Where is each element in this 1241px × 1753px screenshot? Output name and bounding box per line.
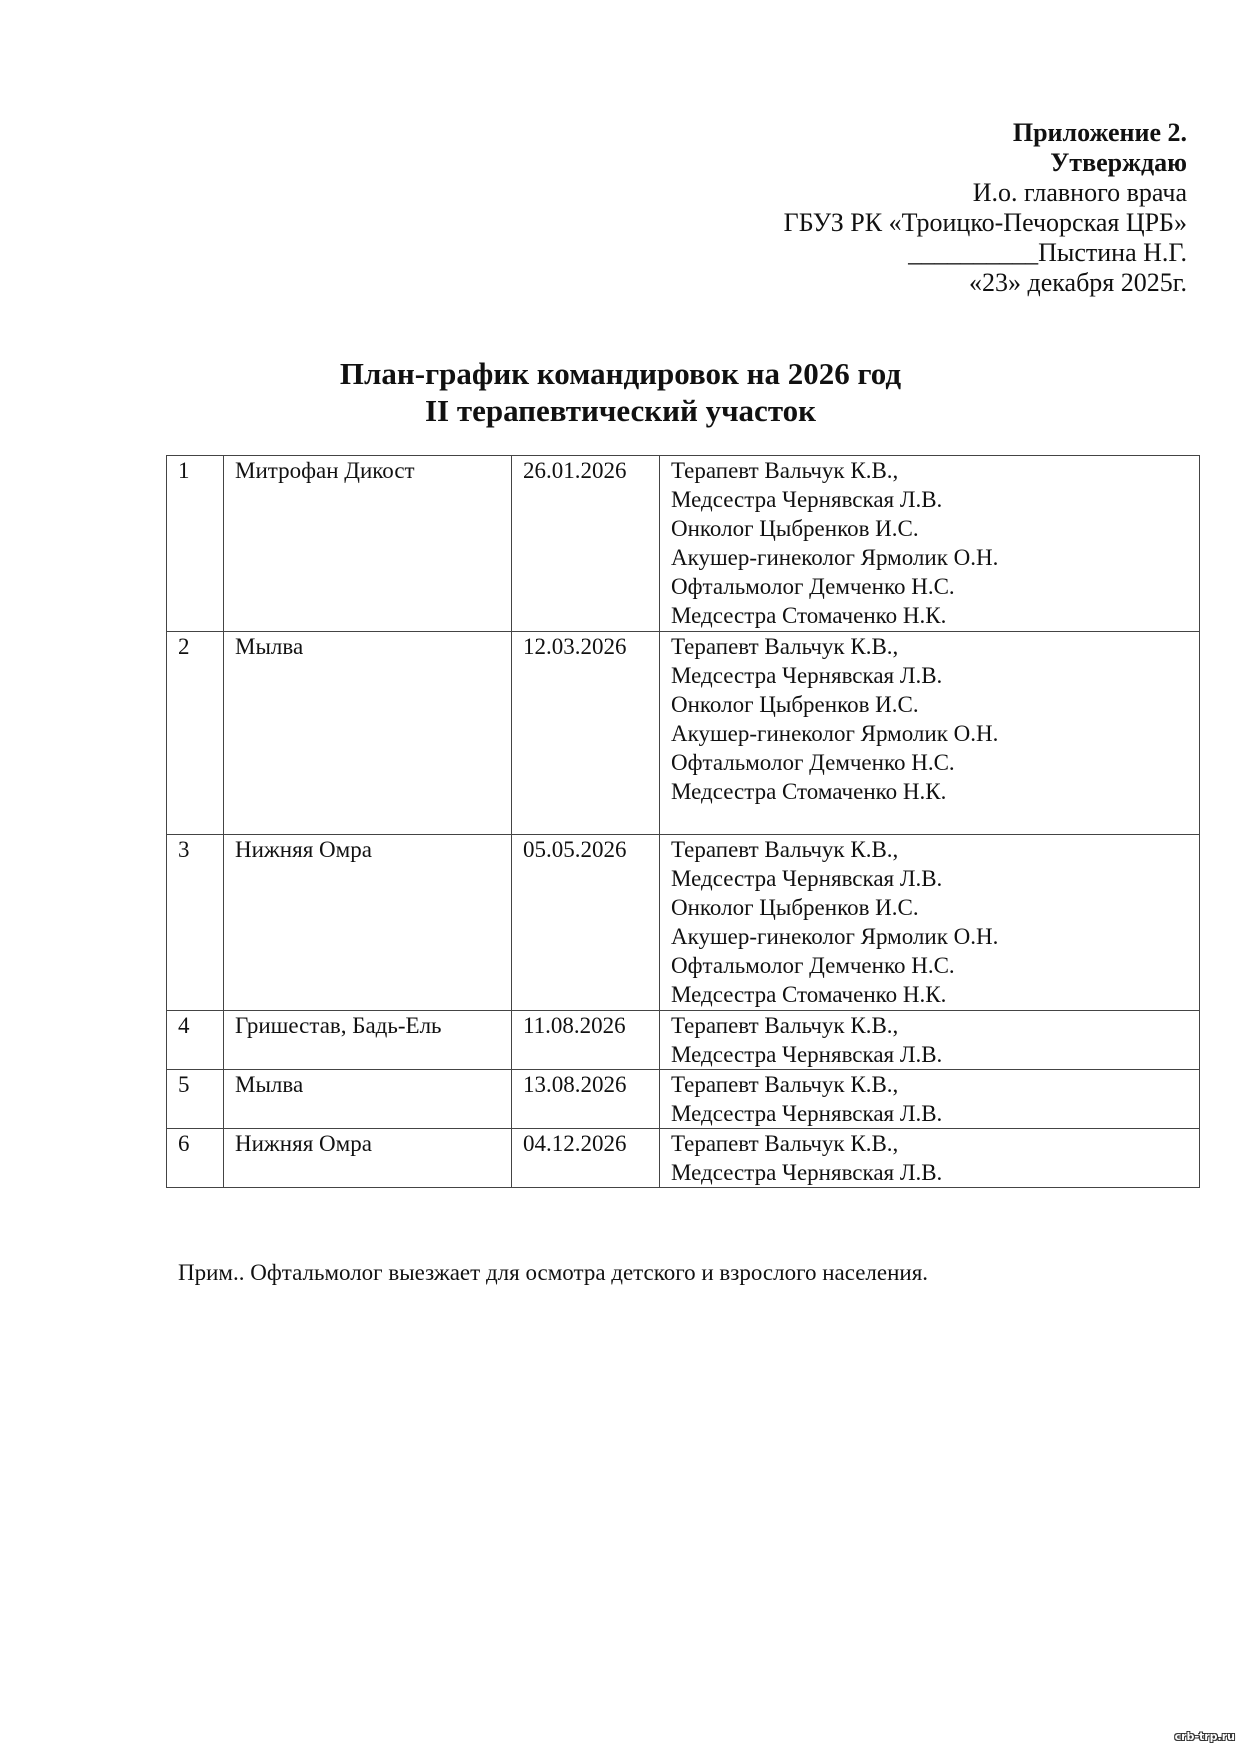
row-staff	[660, 1011, 1200, 1070]
row-staff	[660, 835, 1200, 1011]
table-row	[167, 1129, 1200, 1188]
row-date: 13.08.2026	[512, 1070, 660, 1129]
staff-member: Терапевт Вальчук К.В.,	[671, 1072, 899, 1097]
row-place: Нижняя Омра	[224, 1129, 512, 1188]
staff-member: Медсестра Стомаченко Н.К.	[671, 779, 947, 804]
row-number: 6	[167, 1129, 224, 1188]
row-staff	[660, 1070, 1200, 1129]
title-line-1: План-график командировок на 2026 год	[339, 356, 902, 391]
approve-label: Утверждаю	[1050, 148, 1187, 177]
row-number: 4	[167, 1011, 224, 1070]
staff-member: Медсестра Стомаченко Н.К.	[671, 982, 947, 1007]
staff-member: Онколог Цыбренков И.С.	[671, 692, 919, 717]
staff-member: Офтальмолог Демченко Н.С.	[671, 750, 955, 775]
staff-member: Онколог Цыбренков И.С.	[671, 516, 919, 541]
table-row	[167, 632, 1200, 835]
approver-signature: __________Пыстина Н.Г.	[908, 238, 1187, 267]
staff-member: Терапевт Вальчук К.В.,	[671, 1131, 899, 1156]
staff-member: Медсестра Чернявская Л.В.	[671, 487, 943, 512]
table-row	[167, 1070, 1200, 1129]
title-line-2: II терапевтический участок	[424, 393, 816, 428]
row-date: 26.01.2026	[512, 456, 660, 632]
row-staff	[660, 456, 1200, 632]
staff-member: Акушер-гинеколог Ярмолик О.Н.	[671, 924, 999, 949]
schedule-table	[166, 455, 1200, 1188]
row-number: 2	[167, 632, 224, 835]
approver-organization: ГБУЗ РК «Троицко-Печорская ЦРБ»	[783, 208, 1187, 237]
row-staff	[660, 1129, 1200, 1188]
row-place: Нижняя Омра	[224, 835, 512, 1011]
staff-member: Терапевт Вальчук К.В.,	[671, 837, 899, 862]
staff-member: Медсестра Стомаченко Н.К.	[671, 603, 947, 628]
row-place: Мылва	[224, 632, 512, 835]
staff-member: Медсестра Чернявская Л.В.	[671, 866, 943, 891]
staff-member: Медсестра Чернявская Л.В.	[671, 1160, 943, 1185]
staff-member: Офтальмолог Демченко Н.С.	[671, 574, 955, 599]
table-row	[167, 835, 1200, 1011]
staff-member: Медсестра Чернявская Л.В.	[671, 663, 943, 688]
staff-member: Терапевт Вальчук К.В.,	[671, 634, 899, 659]
row-place: Митрофан Дикост	[224, 456, 512, 632]
appendix-label: Приложение 2.	[1012, 118, 1187, 147]
table-row	[167, 456, 1200, 632]
approver-position: И.о. главного врача	[972, 178, 1187, 207]
row-number: 3	[167, 835, 224, 1011]
staff-member: Офтальмолог Демченко Н.С.	[671, 953, 955, 978]
row-place: Гришестав, Бадь-Ель	[224, 1011, 512, 1070]
row-date: 11.08.2026	[512, 1011, 660, 1070]
row-date: 05.05.2026	[512, 835, 660, 1011]
row-staff	[660, 632, 1200, 835]
approval-block	[784, 118, 1187, 298]
row-number: 5	[167, 1070, 224, 1129]
table-row	[167, 1011, 1200, 1070]
staff-member: Терапевт Вальчук К.В.,	[671, 458, 899, 483]
staff-member: Акушер-гинеколог Ярмолик О.Н.	[671, 721, 999, 746]
staff-member: Онколог Цыбренков И.С.	[671, 895, 919, 920]
document-title	[0, 355, 1241, 429]
row-number: 1	[167, 456, 224, 632]
row-place: Мылва	[224, 1070, 512, 1129]
staff-member: Акушер-гинеколог Ярмолик О.Н.	[671, 545, 999, 570]
footnote: Прим.. Офтальмолог выезжает для осмотра детского и взрослого населения.	[178, 1260, 929, 1285]
staff-member: Медсестра Чернявская Л.В.	[671, 1101, 943, 1126]
row-date: 12.03.2026	[512, 632, 660, 835]
staff-member: Терапевт Вальчук К.В.,	[671, 1013, 899, 1038]
row-date: 04.12.2026	[512, 1129, 660, 1188]
watermark: crb-trp.ru	[1174, 1730, 1235, 1743]
approval-date: «23» декабря 2025г.	[969, 268, 1187, 297]
staff-member: Медсестра Чернявская Л.В.	[671, 1042, 943, 1067]
